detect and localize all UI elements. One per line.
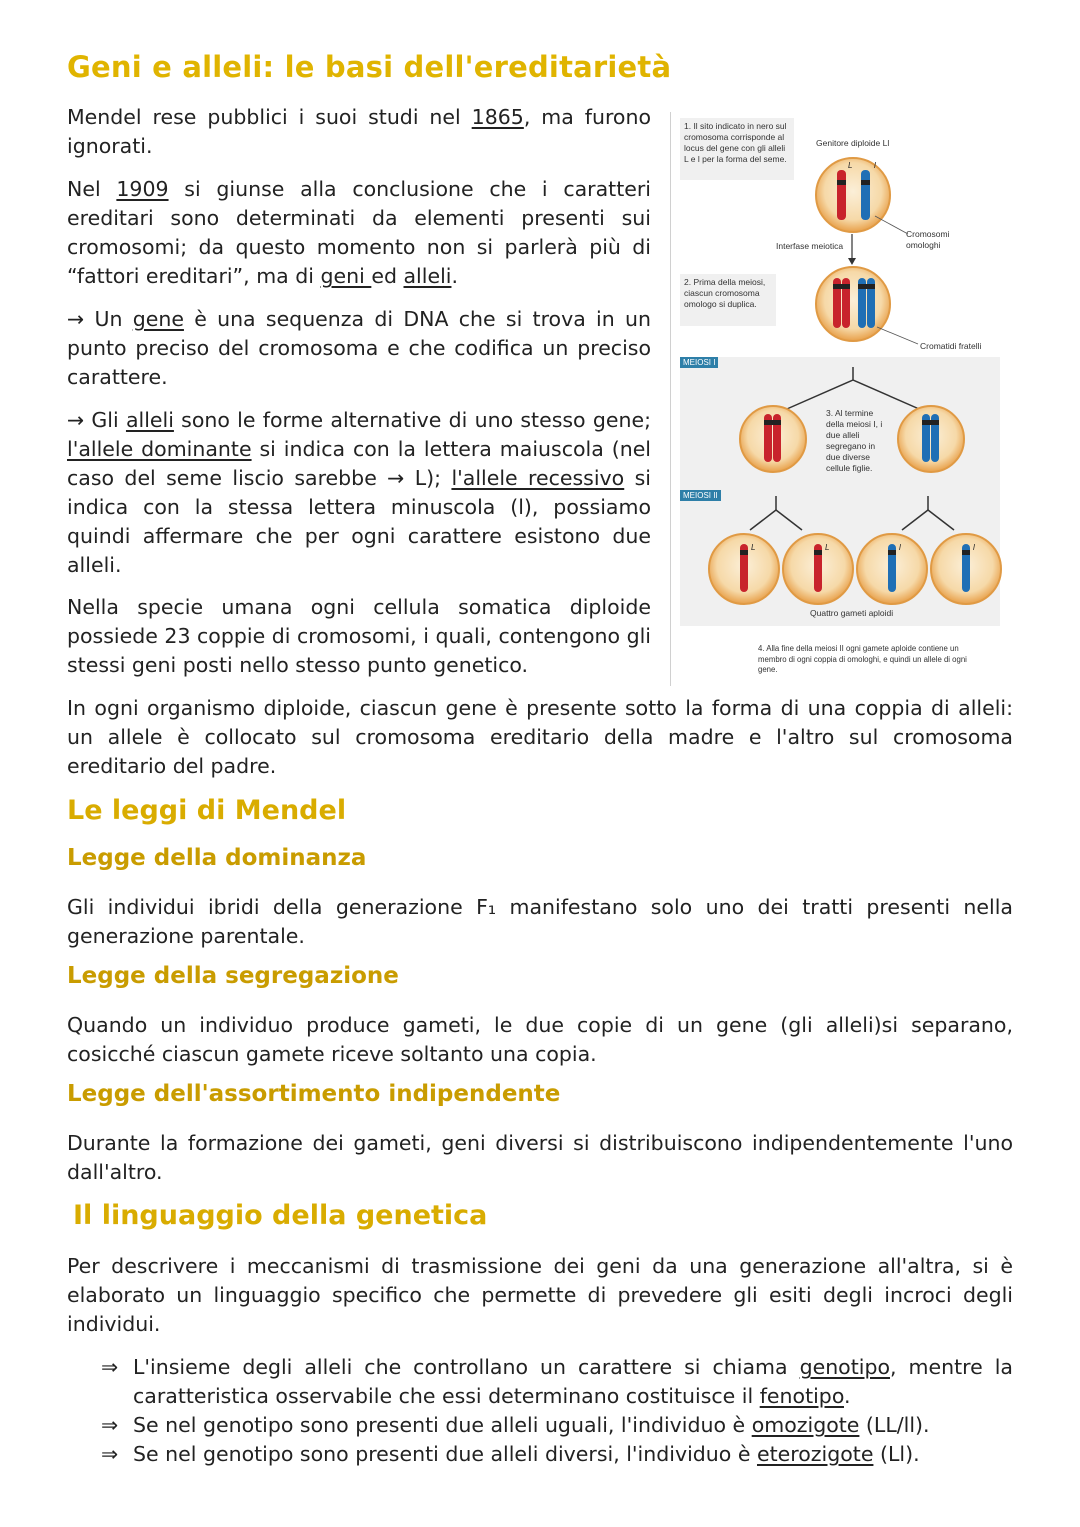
- allele-label: l: [973, 543, 975, 552]
- law-title-assortimento: Legge dell'assortimento indipendente: [67, 1081, 561, 1107]
- figure-note-3: 3. Al termine della meiosi I, i due alleli segregano in due diverse cellule figlie.: [826, 408, 883, 473]
- list-item: ⇒ Se nel genotipo sono presenti due alleli uguali, l'individuo è omozigote (LL/ll).: [101, 1411, 1013, 1440]
- paragraph-alleli-definition: → Gli alleli sono le forme alternative di uno stesso gene; l'allele dominante si indica con la lettera maiuscola (nel caso del seme liscio sarebbe → L); l'allele recessivo si indica con la stessa lettera minuscola (l), possiamo quindi affermare che per ogni carattere esistono due alleli.: [67, 408, 652, 577]
- arrow-icon: ⇒: [101, 1442, 119, 1466]
- term-eterozigote: eterozigote: [756, 1442, 874, 1466]
- figure-note-1: 1. Il sito indicato in nero sul cromosoma corrisponde al locus del gene con gli alleli L e l per la forma del seme.: [680, 118, 794, 180]
- duplicated-cell: [816, 267, 890, 341]
- paragraph-linguaggio-intro: Per descrivere i meccanismi di trasmissione dei geni da una generazione all'altra, si è elaborato un linguaggio specifico che permette di prevedere gli esiti degli incroci degli individui.: [67, 1254, 1013, 1336]
- term-alleli-2: alleli: [125, 408, 174, 432]
- gamete-4: [931, 534, 1001, 604]
- meiosis-figure: [670, 112, 1010, 690]
- year-1865: 1865: [471, 105, 524, 129]
- parent-cell: [816, 158, 890, 232]
- section-title-linguaggio-genetica: Il linguaggio della genetica: [73, 1200, 488, 1231]
- term-allele-dominante: l'allele dominante: [67, 437, 252, 461]
- law-text-assortimento: Durante la formazione dei gameti, geni diversi si distribuiscono indipendentemente l'uno dall'altro.: [67, 1131, 1013, 1184]
- meiosis-1-cell-left: [740, 406, 806, 472]
- label-genitore-diploide: Genitore diploide Ll: [816, 138, 890, 148]
- law-text-segregazione: Quando un individuo produce gameti, le due copie di un gene (gli alleli)si separano, cosicché ciascun gamete riceve soltanto una copia.: [67, 1013, 1013, 1066]
- list-item: ⇒ Se nel genotipo sono presenti due alleli diversi, l'individuo è eterozigote (Ll).: [101, 1440, 1013, 1469]
- allele-label: l: [874, 161, 876, 170]
- paragraph-gene-definition: → Un gene è una sequenza di DNA che si trova in un punto preciso del cromosoma e che codifica un preciso carattere.: [67, 307, 651, 389]
- section-title-geni-alleli: Geni e alleli: le basi dell'ereditarietà: [67, 50, 672, 84]
- term-fenotipo: fenotipo: [759, 1384, 844, 1408]
- allele-label: l: [899, 543, 901, 552]
- figure-note-4: 4. Alla fine della meiosi II ogni gamete aploide contiene un membro di ogni coppia di omologhi, e quindi un allele di ogni gene.: [758, 644, 967, 674]
- arrow-icon: ⇒: [101, 1413, 119, 1437]
- term-geni: geni: [320, 264, 372, 288]
- paragraph-1909: Nel 1909 si giunse alla conclusione che i caratteri ereditari sono determinati da elementi presenti sui cromosomi; da questo momento non si parlerà più di “fattori ereditari”, ma di geni ed alleli.: [67, 177, 651, 288]
- tag-meiosi-1: MEIOSI I: [680, 357, 718, 368]
- arrow-icon: ⇒: [101, 1355, 119, 1379]
- gamete-3: [857, 534, 927, 604]
- paragraph-specie-umana: Nella specie umana ogni cellula somatica diploide possiede 23 coppie di cromosomi, i quali, contengono gli stessi geni posti nello stesso punto genetico.: [67, 595, 651, 677]
- genetics-terms-list: [101, 1353, 1013, 1469]
- gamete-2: [783, 534, 853, 604]
- term-alleli: alleli: [403, 264, 452, 288]
- term-genotipo: genotipo: [799, 1355, 891, 1379]
- paragraph-mendel-1865: Mendel rese pubblici i suoi studi nel 1865, ma furono ignorati.: [67, 105, 651, 158]
- figure-note-2: 2. Prima della meiosi, ciascun cromosoma omologo si duplica.: [680, 274, 776, 326]
- tag-meiosi-2: MEIOSI II: [680, 490, 721, 501]
- meiosis-1-cell-right: [898, 406, 964, 472]
- label-cromosomi-omologhi: Cromosomi omologhi: [906, 229, 950, 250]
- law-title-dominanza: Legge della dominanza: [67, 845, 367, 871]
- meiosis-diagram: [670, 112, 1010, 690]
- allele-label: L: [751, 543, 756, 552]
- law-text-dominanza: Gli individui ibridi della generazione F₁ manifestano solo uno dei tratti presenti nella generazione parentale.: [67, 895, 1013, 948]
- term-gene: gene: [132, 307, 184, 331]
- label-quattro-gameti: Quattro gameti aploidi: [810, 608, 894, 618]
- label-interfase-meiotica: Interfase meiotica: [776, 241, 844, 251]
- paragraph-organismo-diploide: In ogni organismo diploide, ciascun gene è presente sotto la forma di una coppia di alleli: un allele è collocato sul cromosoma ereditario della madre e l'altro sul cromosoma ereditario del padre.: [67, 696, 1013, 778]
- term-omozigote: omozigote: [751, 1413, 860, 1437]
- allele-label: L: [848, 161, 853, 170]
- year-1909: 1909: [116, 177, 169, 201]
- term-allele-recessivo: l'allele recessivo: [451, 466, 625, 490]
- section-title-leggi-mendel: Le leggi di Mendel: [67, 795, 347, 826]
- gamete-1: [709, 534, 779, 604]
- list-item: ⇒ L'insieme degli alleli che controllano un carattere si chiama genotipo, mentre la caratteristica osservabile che essi determinano costituisce il fenotipo.: [101, 1353, 1013, 1411]
- allele-label: L: [825, 543, 830, 552]
- label-cromatidi-fratelli: Cromatidi fratelli: [920, 341, 982, 351]
- law-title-segregazione: Legge della segregazione: [67, 963, 399, 989]
